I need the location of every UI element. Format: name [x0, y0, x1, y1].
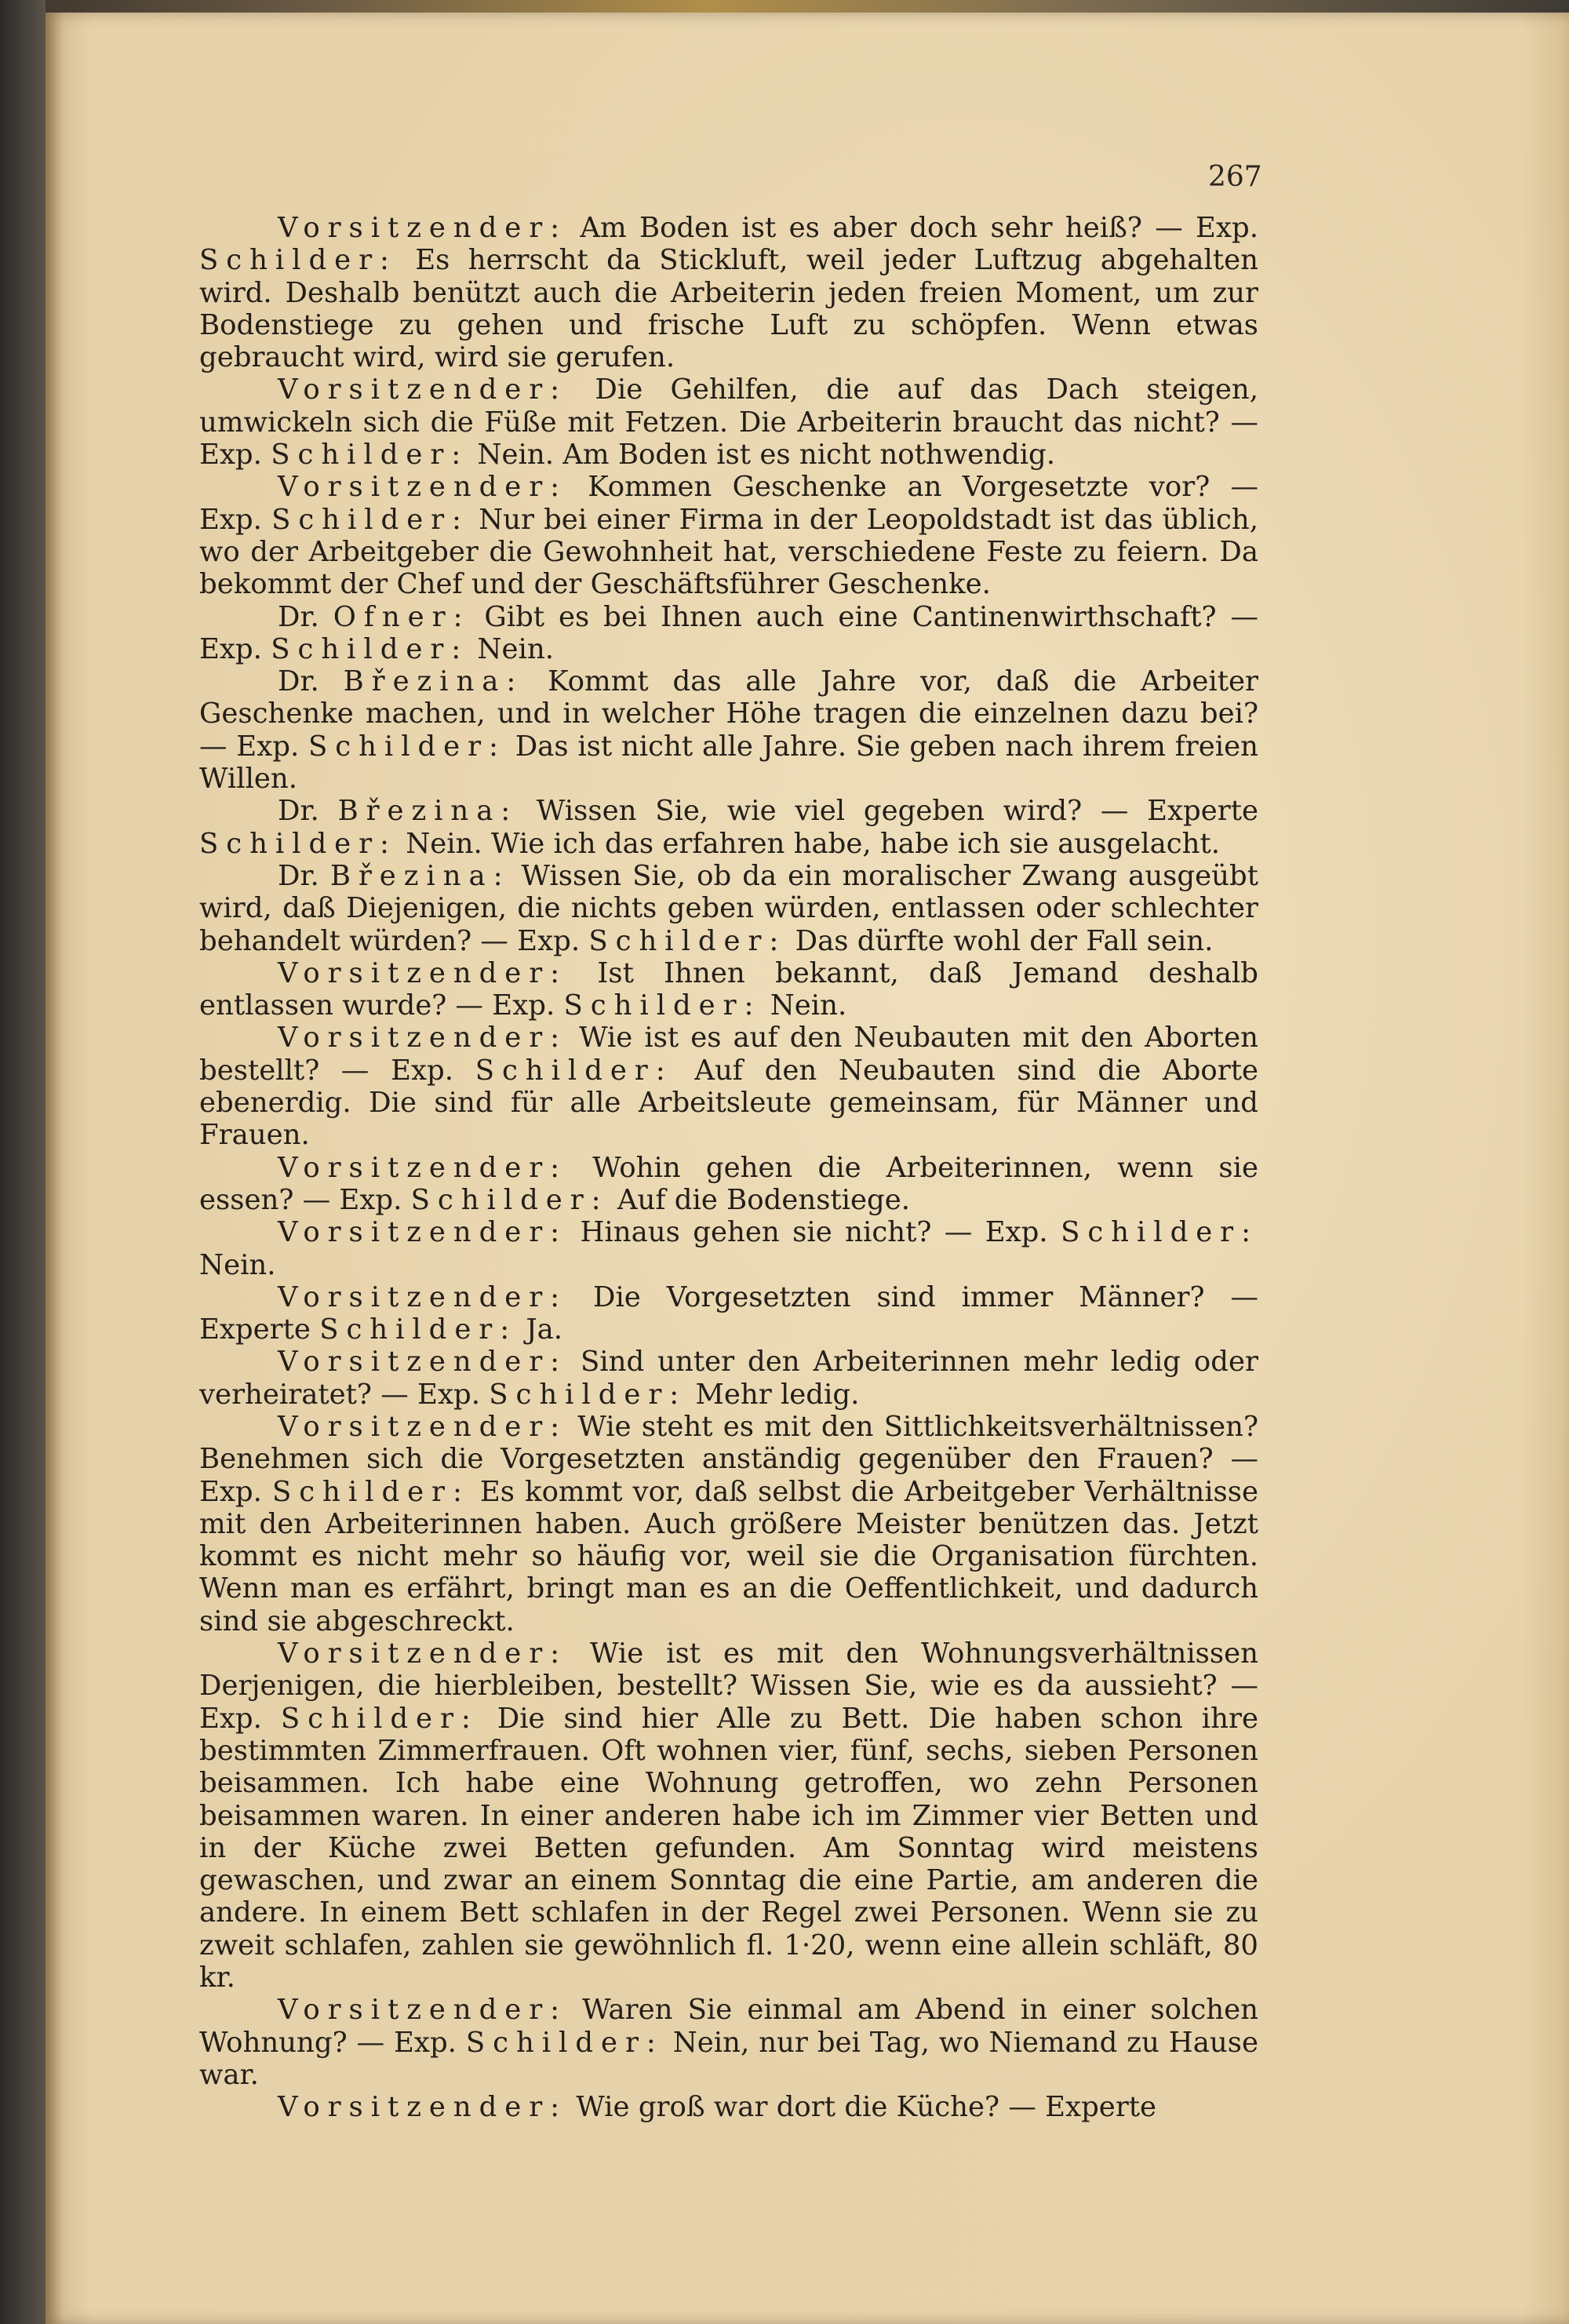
paragraph — [199, 795, 1258, 860]
speaker-name: Vorsitzender: — [278, 956, 568, 989]
speaker-name: Schilder: — [475, 1054, 673, 1087]
paragraph-text: Kommen Geschenke an Vorgesetzte vor? — Exp. — [199, 471, 1258, 536]
speaker-name: Vorsitzender: — [278, 212, 568, 244]
paragraph-text: Wie steht es mit den Sittlichkeitsverhältnissen? Benehmen sich die Vorgesetzten anständig gegenüber den Frauen? — Exp. — [199, 1410, 1258, 1508]
paragraph-text: Waren Sie einmal am Abend in einer solchen Wohnung? — Exp. — [199, 1994, 1258, 2059]
paragraph-text: Wie ist es mit den Wohnungsverhältnissen Derjenigen, die hierbleiben, bestellt? Wissen Sie, wie es da aussieht? — Exp. — [199, 1637, 1258, 1735]
paragraph-text: Nein, nur bei Tag, wo Niemand zu Hause war. — [199, 2026, 1258, 2091]
paragraph-text: Wissen Sie, ob da ein moralischer Zwang ausgeübt wird, daß Diejenigen, die nichts geben würden, entlassen oder schlechter behandelt würden? — Exp. — [199, 859, 1258, 957]
book-binding-edge — [0, 0, 46, 2324]
paragraph-text: Auf die Bodenstiege. — [608, 1183, 911, 1216]
speaker-name: Ofner: — [333, 600, 471, 633]
speaker-name: Schilder: — [199, 827, 397, 860]
paragraph-text: Gibt es bei Ihnen auch eine Cantinenwirthschaft? — Exp. — [199, 600, 1258, 665]
paragraph-text: Es herrscht da Stickluft, weil jeder Luftzug abgehalten wird. Deshalb benützt auch die Arbeiterin jeden freien Moment, um zur Bodenstiege zu gehen und frische Luft zu schöpfen. Wenn etwas gebraucht wird, wird sie gerufen. — [199, 244, 1258, 374]
speaker-name: Vorsitzender: — [278, 373, 568, 406]
paragraph-text: Wissen Sie, wie viel gegeben wird? — Experte — [518, 795, 1259, 828]
speaker-name: Schilder: — [588, 924, 787, 957]
speaker-name: Schilder: — [1061, 1216, 1258, 1249]
paragraph-text: Nein. — [761, 989, 847, 1022]
speaker-name: Schilder: — [563, 989, 762, 1022]
paragraph-text: Sind unter den Arbeiterinnen mehr ledig oder verheiratet? — Exp. — [199, 1346, 1258, 1411]
speaker-name: Vorsitzender: — [278, 1280, 568, 1313]
paragraph-text: Ist Ihnen bekannt, daß Jemand deshalb entlassen wurde? — Exp. — [199, 956, 1258, 1022]
speaker-name: Schilder: — [280, 1702, 479, 1735]
paragraph-text: Nur bei einer Firma in der Leopoldstadt ist das üblich, wo der Arbeitgeber die Gewohnheit hat, verschiedene Feste zu feiern. Da bekommt der Chef und der Geschäftsführer Geschenke. — [199, 503, 1259, 601]
paragraph — [199, 1994, 1258, 2091]
speaker-name: Vorsitzender: — [278, 1346, 568, 1379]
paragraph-text: Wie groß war dort die Küche? — Experte — [567, 2091, 1157, 2124]
paragraph-text: Die Vorgesetzten sind immer Männer? — Experte — [199, 1280, 1258, 1346]
speaker-name: Schilder: — [308, 730, 506, 763]
paragraph — [199, 471, 1258, 600]
paragraph — [199, 1411, 1258, 1637]
paragraph-text: Dr. — [278, 795, 338, 828]
paragraph — [199, 1216, 1258, 1281]
speaker-name: Schilder: — [319, 1313, 518, 1346]
paragraph — [199, 1281, 1258, 1346]
paragraph-text: Wohin gehen die Arbeiterinnen, wenn sie essen? — Exp. — [199, 1151, 1258, 1216]
speaker-name: Schilder: — [271, 632, 469, 665]
paragraph-text: Kommt das alle Jahre vor, daß die Arbeiter Geschenke machen, und in welcher Höhe tragen die einzelnen dazu bei? — Exp. — [199, 665, 1258, 763]
paragraph-text: Das ist nicht alle Jahre. Sie geben nach ihrem freien Willen. — [199, 730, 1259, 796]
paragraph — [199, 212, 1258, 373]
paragraph — [199, 957, 1258, 1022]
paragraph-text: Ja. — [517, 1313, 563, 1346]
paragraph-text: Die Gehilfen, die auf das Dach steigen, umwickeln sich die Füße mit Fetzen. Die Arbeiterin braucht das nicht? — Exp. — [199, 373, 1258, 472]
paragraph-text: Nein. — [468, 632, 554, 665]
speaker-name: Schilder: — [199, 244, 397, 277]
paragraph-text: Es kommt vor, daß selbst die Arbeitgeber Verhältnisse mit den Arbeiterinnen haben. Auch größere Meister benützen das. Jetzt kommt es nicht mehr so häufig vor, weil sie die Organisation fürchten. Wenn man es erfährt, bringt man es an die Oeffentlichkeit, und dadurch sind sie abgeschreckt. — [199, 1475, 1258, 1637]
page-number: 267 — [1208, 161, 1262, 193]
speaker-name: Březina: — [343, 665, 524, 698]
speaker-name: Vorsitzender: — [278, 1216, 568, 1249]
paragraph-text: Dr. — [278, 859, 330, 892]
speaker-name: Schilder: — [271, 1475, 470, 1508]
speaker-name: Vorsitzender: — [278, 471, 568, 504]
paragraph-text: Nein. Wie ich das erfahren habe, habe ich sie ausgelacht. — [396, 827, 1221, 860]
paragraph — [199, 1022, 1258, 1151]
paragraph-text: Dr. — [278, 665, 344, 698]
speaker-name: Vorsitzender: — [278, 2091, 568, 2124]
speaker-name: Schilder: — [271, 439, 469, 472]
speaker-name: Březina: — [329, 859, 511, 892]
speaker-name: Schilder: — [465, 2026, 664, 2059]
speaker-name: Vorsitzender: — [278, 1151, 568, 1184]
speaker-name: Schilder: — [410, 1183, 609, 1216]
paragraph-text: Das dürfte wohl der Fall sein. — [786, 924, 1214, 957]
paragraph — [199, 1637, 1258, 1994]
speaker-name: Schilder: — [271, 503, 469, 536]
speaker-name: Vorsitzender: — [278, 1410, 568, 1443]
paragraph-text: Auf den Neubauten sind die Aborte ebenerdig. Die sind für alle Arbeitsleute gemeinsam, für Männer und Frauen. — [199, 1054, 1258, 1152]
paragraph — [199, 601, 1258, 666]
paragraph — [199, 665, 1258, 795]
paragraph-text: Hinaus gehen sie nicht? — Exp. — [567, 1216, 1061, 1249]
speaker-name: Schilder: — [489, 1378, 687, 1411]
paragraph — [199, 860, 1258, 957]
paragraph-text: Die sind hier Alle zu Bett. Die haben schon ihre bestimmten Zimmerfrauen. Oft wohnen vier, fünf, sechs, sieben Personen beisammen. Ich habe eine Wohnung getroffen, wo zehn Personen beisammen waren. In einer anderen habe ich im Zimmer vier Betten und in der Küche zwei Betten gefunden. Am Sonntag wird meistens gewaschen, und zwar an einem Sonntag die eine Partie, am anderen die andere. In einem Bett schlafen in der Regel zwei Personen. Wenn sie zu zweit schlafen, zahlen sie gewöhnlich fl. 1·20, wenn eine allein schläft, 80 kr. — [199, 1702, 1258, 1994]
paragraph-text: Nein. — [199, 1248, 276, 1281]
speaker-name: Vorsitzender: — [278, 1022, 568, 1055]
speaker-name: Březina: — [337, 795, 519, 828]
paragraph — [199, 373, 1258, 471]
speaker-name: Vorsitzender: — [278, 1994, 568, 2027]
transcript-body — [199, 212, 1258, 2124]
paragraph-text: Nein. Am Boden ist es nicht nothwendig. — [468, 439, 1056, 472]
paragraph-text: Mehr ledig. — [686, 1378, 860, 1411]
paragraph — [199, 1346, 1258, 1411]
paragraph — [199, 1152, 1258, 1217]
paragraph-text: Wie ist es auf den Neubauten mit den Aborten bestellt? — Exp. — [199, 1022, 1258, 1087]
paragraph — [199, 2091, 1258, 2123]
paragraph-text: Dr. — [278, 600, 333, 633]
paragraph-text: Am Boden ist es aber doch sehr heiß? — Exp. — [567, 212, 1258, 244]
speaker-name: Vorsitzender: — [278, 1637, 568, 1670]
